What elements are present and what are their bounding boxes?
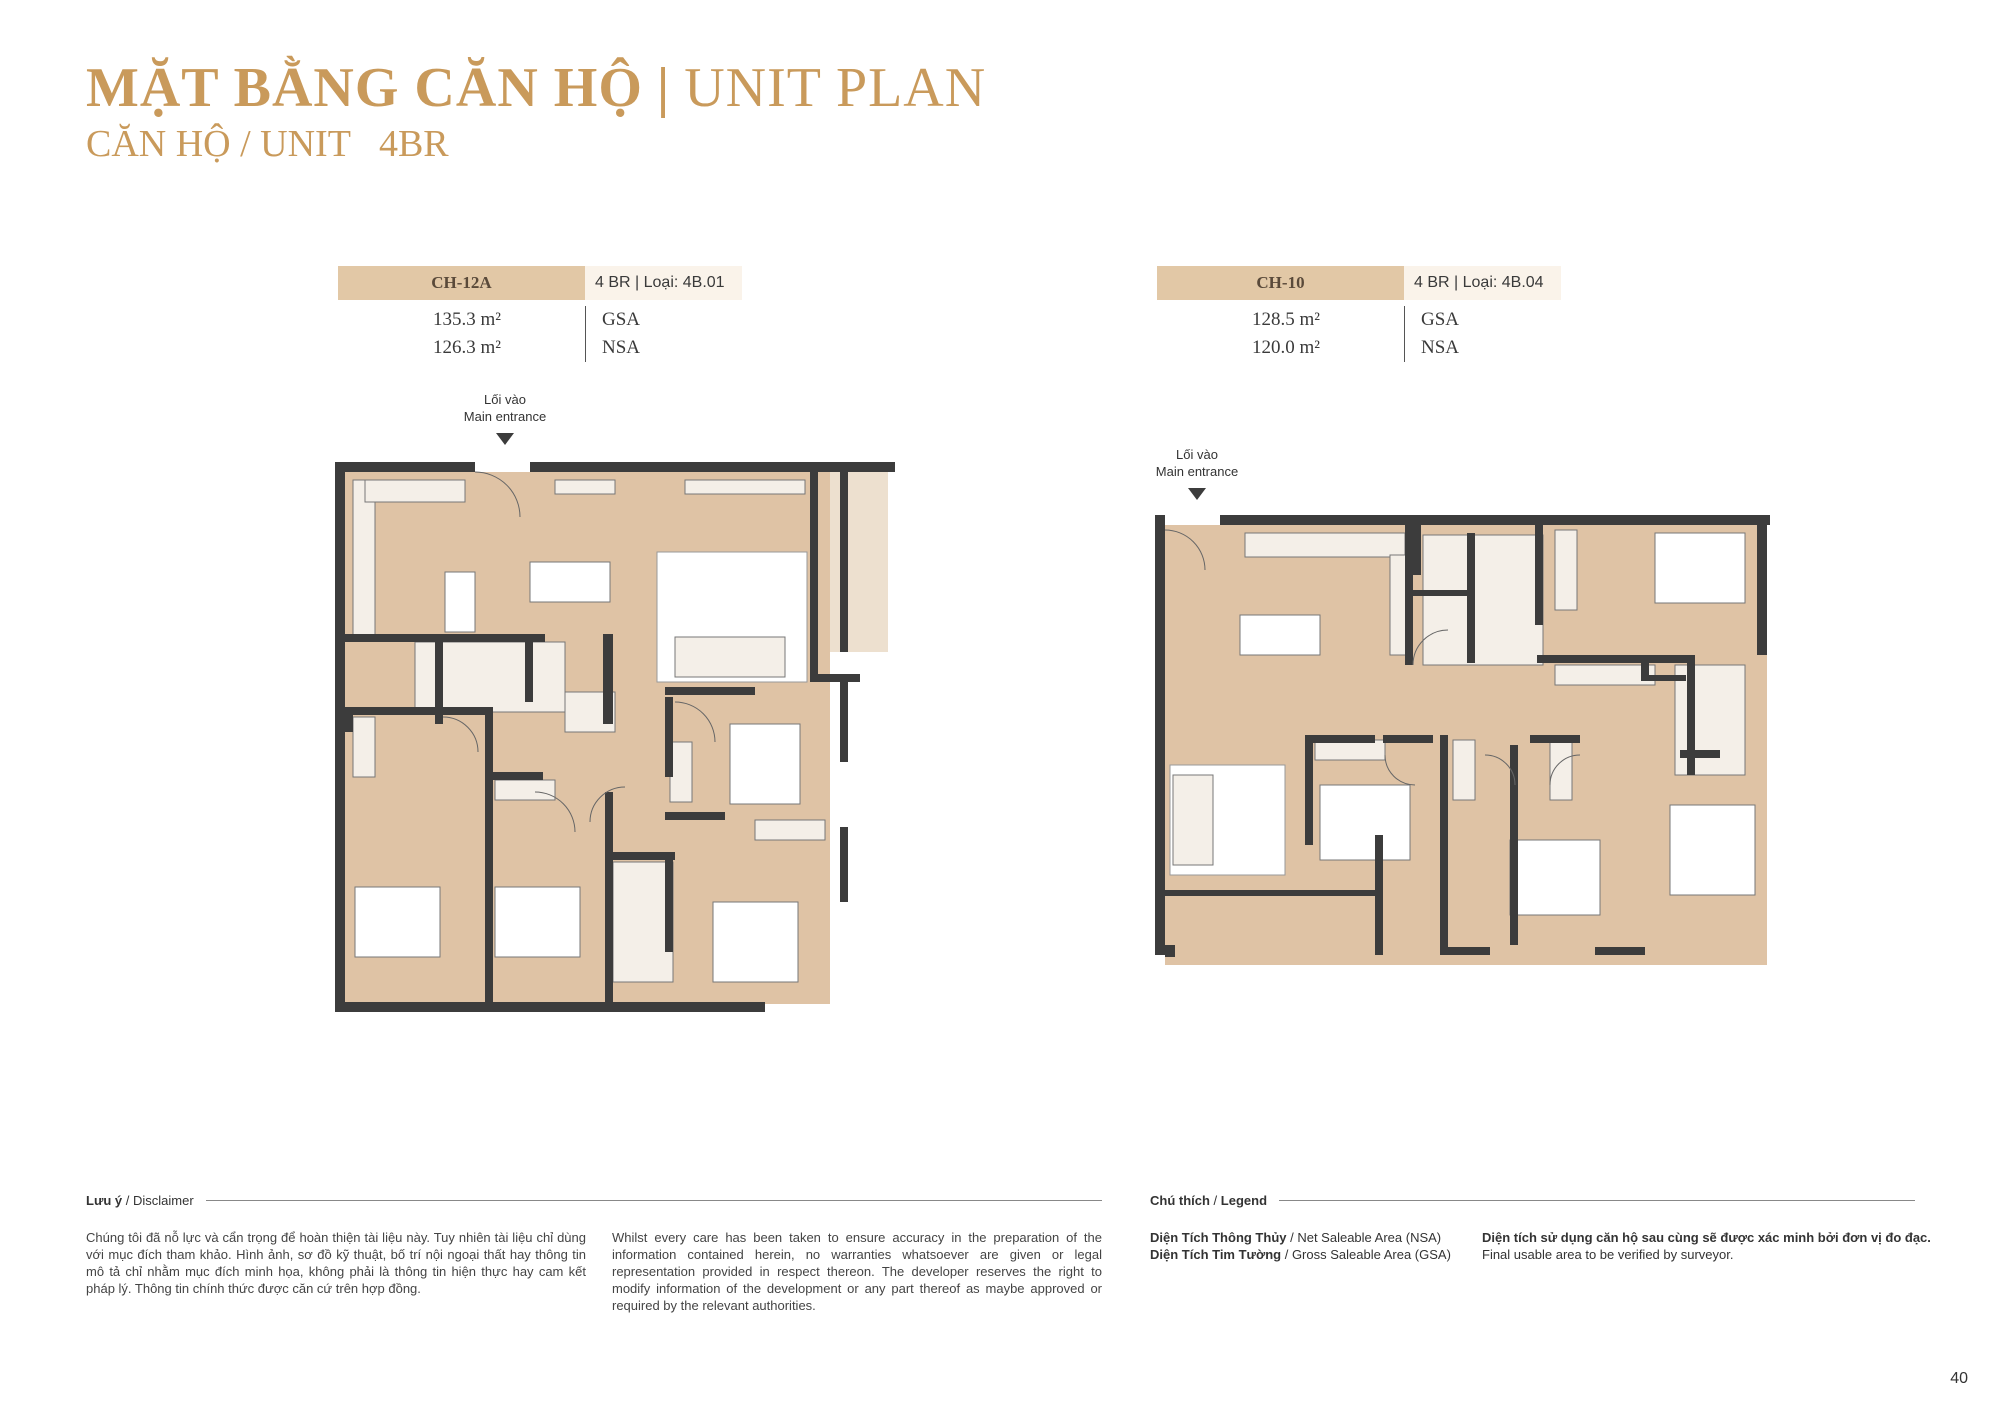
- unit-info-ch-10: [1157, 266, 1561, 362]
- disclaimer-text-en: Whilst every care has been taken to ensure accuracy in the preparation of the information contained herein, no warranties whatsoever are given or legal representation provided in respect thereon. The developer reserves the right to modify information of the development or any part thereof as maybe approved or required by the relevant authorities.: [612, 1230, 1102, 1313]
- sofa: [675, 637, 785, 677]
- page-subtitle: [86, 122, 449, 166]
- area-labels: [585, 306, 640, 362]
- legend-note: [1482, 1229, 1962, 1263]
- gsa-value: 135.3 m²: [433, 309, 501, 330]
- legend-gsa-vi: Diện Tích Tim Tường: [1150, 1247, 1282, 1262]
- title-separator: |: [656, 57, 671, 119]
- legend-note-vi: [1482, 1229, 1962, 1246]
- nsa-label: NSA: [1421, 337, 1460, 358]
- title-vi: MẶT BẰNG CĂN HỘ: [86, 57, 643, 119]
- floor-plan-ch-12a: [335, 462, 895, 1012]
- wardrobe: [755, 820, 825, 840]
- cabinet: [555, 480, 615, 494]
- legend-note-vi-text: Diện tích sử dụng căn hộ sau cùng sẽ được xác minh bởi đơn vị đo đạc.: [1482, 1230, 1931, 1245]
- entrance-label-en: Main entrance: [463, 409, 547, 424]
- dining-table: [1240, 615, 1320, 655]
- disclaimer-heading-vi: Lưu ý: [86, 1193, 123, 1208]
- subtitle-unit: 4BR: [378, 123, 449, 165]
- bed: [1510, 840, 1600, 915]
- bed: [730, 724, 800, 804]
- gsa-label: GSA: [602, 309, 641, 330]
- floor-plan-ch-10: [1155, 515, 1785, 975]
- wardrobe: [1550, 740, 1572, 800]
- nsa-value: 126.3 m²: [433, 337, 501, 358]
- page-number: 40: [1950, 1370, 1968, 1387]
- sofa: [1173, 775, 1213, 865]
- unit-code: CH-12A: [338, 266, 585, 300]
- unit-areas: [1157, 306, 1561, 362]
- unit-type: 4 BR | Loại: 4B.04: [1404, 266, 1561, 300]
- unit-info-ch-12a: [338, 266, 742, 362]
- legend-heading: Chú thích / Legend: [1150, 1193, 1915, 1208]
- legend-nsa: Diện Tích Thông Thủy / Net Saleable Area (NSA): [1150, 1230, 1442, 1245]
- bed: [1670, 805, 1755, 895]
- unit-code: CH-10: [1157, 266, 1404, 300]
- legend-terms: [1150, 1229, 1480, 1263]
- unit-type: 4 BR | Loại: 4B.01: [585, 266, 742, 300]
- tv-console: [685, 480, 805, 494]
- legend-note-en: Final usable area to be verified by surveyor.: [1482, 1247, 1734, 1262]
- dining-table: [530, 562, 610, 602]
- entrance-label-vi: Lối vào: [1176, 447, 1218, 462]
- page-title: [86, 56, 986, 120]
- nsa-value: 120.0 m²: [1252, 337, 1320, 358]
- area-labels: [1404, 306, 1459, 362]
- bed: [1655, 533, 1745, 603]
- entrance-label-vi: Lối vào: [484, 392, 526, 407]
- entrance-label-en: Main entrance: [1155, 464, 1239, 479]
- disclaimer-heading-en: Disclaimer: [132, 1193, 194, 1208]
- area-values: [338, 306, 585, 362]
- bed: [713, 902, 798, 982]
- wardrobe: [670, 742, 692, 802]
- disclaimer-text-vi: Chúng tôi đã nỗ lực và cẩn trọng để hoàn thiện tài liệu này. Tuy nhiên tài liệu chỉ dùng với mục đích tham khảo. Hình ảnh, sơ đồ kỹ thuật, bố trí nội ngoại thất hay thông tin mô tả chỉ nhằm mục đích minh họa, không phải là thông tin hiện thực hay cam kết pháp lý. Thông tin chính thức được căn cứ trên hợp đồng.: [86, 1230, 586, 1296]
- legend-gsa: Diện Tích Tim Tường / Gross Saleable Area (GSA): [1150, 1247, 1451, 1262]
- wardrobe: [495, 780, 555, 800]
- wardrobe: [1555, 665, 1655, 685]
- legend-heading-vi: Chú thích: [1150, 1193, 1210, 1208]
- entrance-arrow-icon: [1188, 488, 1206, 500]
- legend-nsa-vi: Diện Tích Thông Thủy: [1150, 1230, 1287, 1245]
- unit-header: [1157, 266, 1561, 300]
- main-entrance-marker: [1137, 446, 1257, 500]
- wardrobe: [1453, 740, 1475, 800]
- bed: [355, 887, 440, 957]
- legend-nsa-en: Net Saleable Area (NSA): [1297, 1230, 1442, 1245]
- disclaimer-heading: Lưu ý / Disclaimer: [86, 1193, 1102, 1208]
- subtitle-prefix: CĂN HỘ / UNIT: [86, 123, 351, 165]
- gsa-label: GSA: [1421, 309, 1460, 330]
- nsa-label: NSA: [602, 337, 641, 358]
- kitchen-island: [445, 572, 475, 632]
- wardrobe: [353, 717, 375, 777]
- main-entrance-marker: [445, 391, 565, 445]
- area-values: [1157, 306, 1404, 362]
- unit-header: [338, 266, 742, 300]
- title-en: UNIT PLAN: [684, 57, 987, 119]
- kitchen-counter: [365, 480, 465, 502]
- bed: [1320, 785, 1410, 860]
- legend-heading-en: Legend: [1220, 1193, 1268, 1208]
- bathroom: [613, 862, 673, 982]
- divider: [206, 1200, 1102, 1201]
- wardrobe: [1555, 530, 1577, 610]
- gsa-value: 128.5 m²: [1252, 309, 1320, 330]
- kitchen-counter: [353, 480, 375, 640]
- bathroom: [1675, 665, 1745, 775]
- entrance-arrow-icon: [496, 433, 514, 445]
- divider: [1279, 1200, 1915, 1201]
- bed: [495, 887, 580, 957]
- unit-areas: [338, 306, 742, 362]
- bathroom: [1423, 535, 1543, 665]
- kitchen-counter: [1245, 533, 1405, 557]
- legend-gsa-en: Gross Saleable Area (GSA): [1291, 1247, 1451, 1262]
